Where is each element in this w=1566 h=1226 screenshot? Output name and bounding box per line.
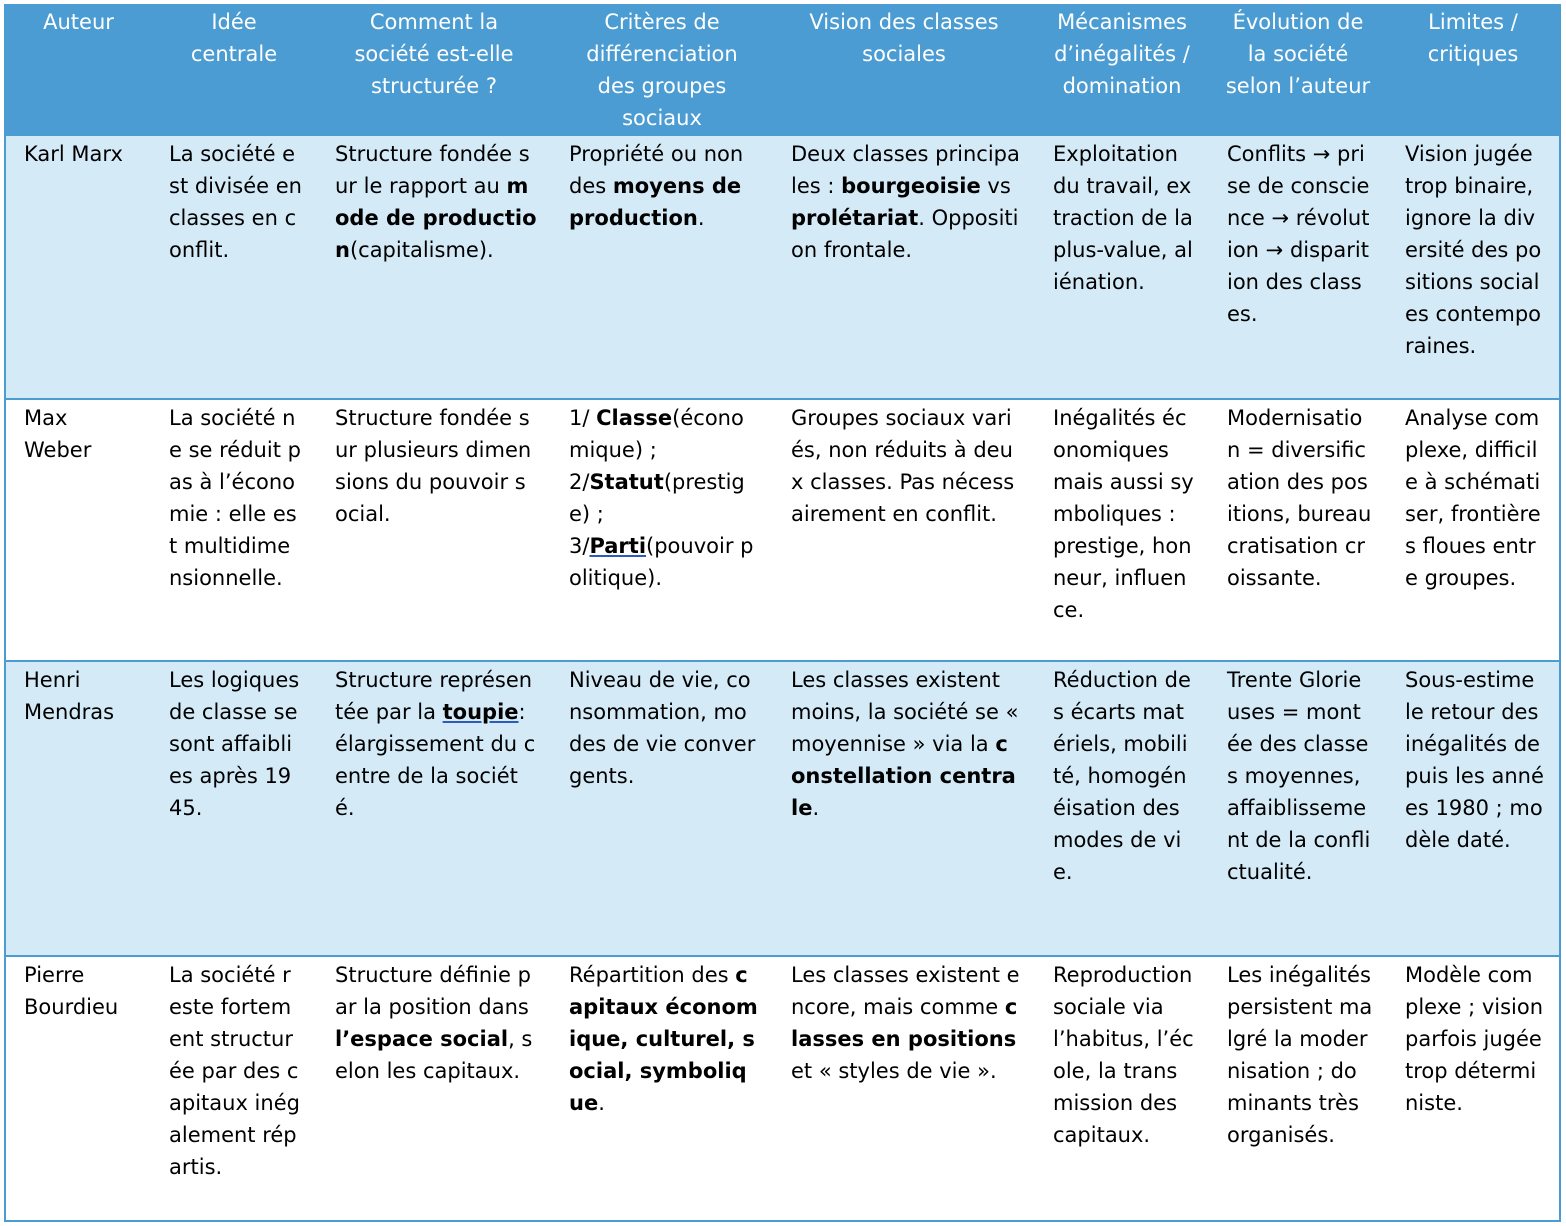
header-mechanisms: Mécanismes d’inégalités / domination [1035, 4, 1209, 135]
cell-author: Max Weber [5, 399, 151, 661]
cell-author: Karl Marx [5, 135, 151, 399]
table-row [5, 135, 1560, 399]
header-limits: Limites / critiques [1387, 4, 1560, 135]
cell-structure: Structure définie par la position dans l’espace social, selon les capitaux. [317, 956, 551, 1221]
cell-criteria: Répartition des capitaux économique, culturel, social, symbolique. [551, 956, 773, 1221]
cell-idea: La société est divisée en classes en conflit. [151, 135, 317, 399]
cell-author: Pierre Bourdieu [5, 956, 151, 1221]
header-evolution: Évolution de la société selon l’auteur [1209, 4, 1387, 135]
cell-criteria: Niveau de vie, consommation, modes de vie convergents. [551, 661, 773, 956]
cell-idea: Les logiques de classe se sont affaiblies après 1945. [151, 661, 317, 956]
cell-structure: Structure fondée sur plusieurs dimensions du pouvoir social. [317, 399, 551, 661]
cell-mechanisms: Inégalités économiques mais aussi symboliques : prestige, honneur, influence. [1035, 399, 1209, 661]
cell-structure: Structure fondée sur le rapport au mode de production(capitalisme). [317, 135, 551, 399]
cell-mechanisms: Réduction des écarts matériels, mobilité, homogénéisation des modes de vie. [1035, 661, 1209, 956]
cell-vision: Groupes sociaux variés, non réduits à deux classes. Pas nécessairement en conflit. [773, 399, 1035, 661]
cell-evolution: Les inégalités persistent malgré la modernisation ; dominants très organisés. [1209, 956, 1387, 1221]
cell-structure: Structure représentée par la toupie: élargissement du centre de la société. [317, 661, 551, 956]
header-idea: Idée centrale [151, 4, 317, 135]
cell-mechanisms: Reproduction sociale via l’habitus, l’école, la transmission des capitaux. [1035, 956, 1209, 1221]
header-author: Auteur [5, 4, 151, 135]
cell-criteria: Propriété ou non des moyens de production. [551, 135, 773, 399]
cell-author: Henri Mendras [5, 661, 151, 956]
cell-mechanisms: Exploitation du travail, extraction de la plus-value, aliénation. [1035, 135, 1209, 399]
cell-limits: Modèle complexe ; vision parfois jugée trop déterministe. [1387, 956, 1560, 1221]
cell-limits: Sous-estime le retour des inégalités depuis les années 1980 ; modèle daté. [1387, 661, 1560, 956]
header-structure: Comment la société est-elle structurée ? [317, 4, 551, 135]
comparison-table [4, 4, 1561, 1222]
cell-limits: Vision jugée trop binaire, ignore la diversité des positions sociales contemporaines. [1387, 135, 1560, 399]
cell-idea: La société reste fortement structurée par des capitaux inégalement répartis. [151, 956, 317, 1221]
table-row [5, 956, 1560, 1221]
cell-limits: Analyse complexe, difficile à schématiser, frontières floues entre groupes. [1387, 399, 1560, 661]
cell-evolution: Conflits → prise de conscience → révolution → disparition des classes. [1209, 135, 1387, 399]
cell-criteria: 1/ Classe(économique) ; 2/Statut(prestige) ; 3/Parti(pouvoir politique). [551, 399, 773, 661]
cell-idea: La société ne se réduit pas à l’économie : elle est multidimensionnelle. [151, 399, 317, 661]
table-row [5, 399, 1560, 661]
cell-evolution: Modernisation = diversification des positions, bureaucratisation croissante. [1209, 399, 1387, 661]
header-row [5, 4, 1560, 135]
cell-evolution: Trente Glorieuses = montée des classes moyennes, affaiblissement de la conflictualité. [1209, 661, 1387, 956]
header-vision: Vision des classes sociales [773, 4, 1035, 135]
header-criteria: Critères de différenciation des groupes sociaux [551, 4, 773, 135]
cell-vision: Les classes existent moins, la société se « moyennise » via la constellation centrale. [773, 661, 1035, 956]
cell-vision: Deux classes principales : bourgeoisie vs prolétariat. Opposition frontale. [773, 135, 1035, 399]
table-row [5, 661, 1560, 956]
cell-vision: Les classes existent encore, mais comme classes en positions et « styles de vie ». [773, 956, 1035, 1221]
